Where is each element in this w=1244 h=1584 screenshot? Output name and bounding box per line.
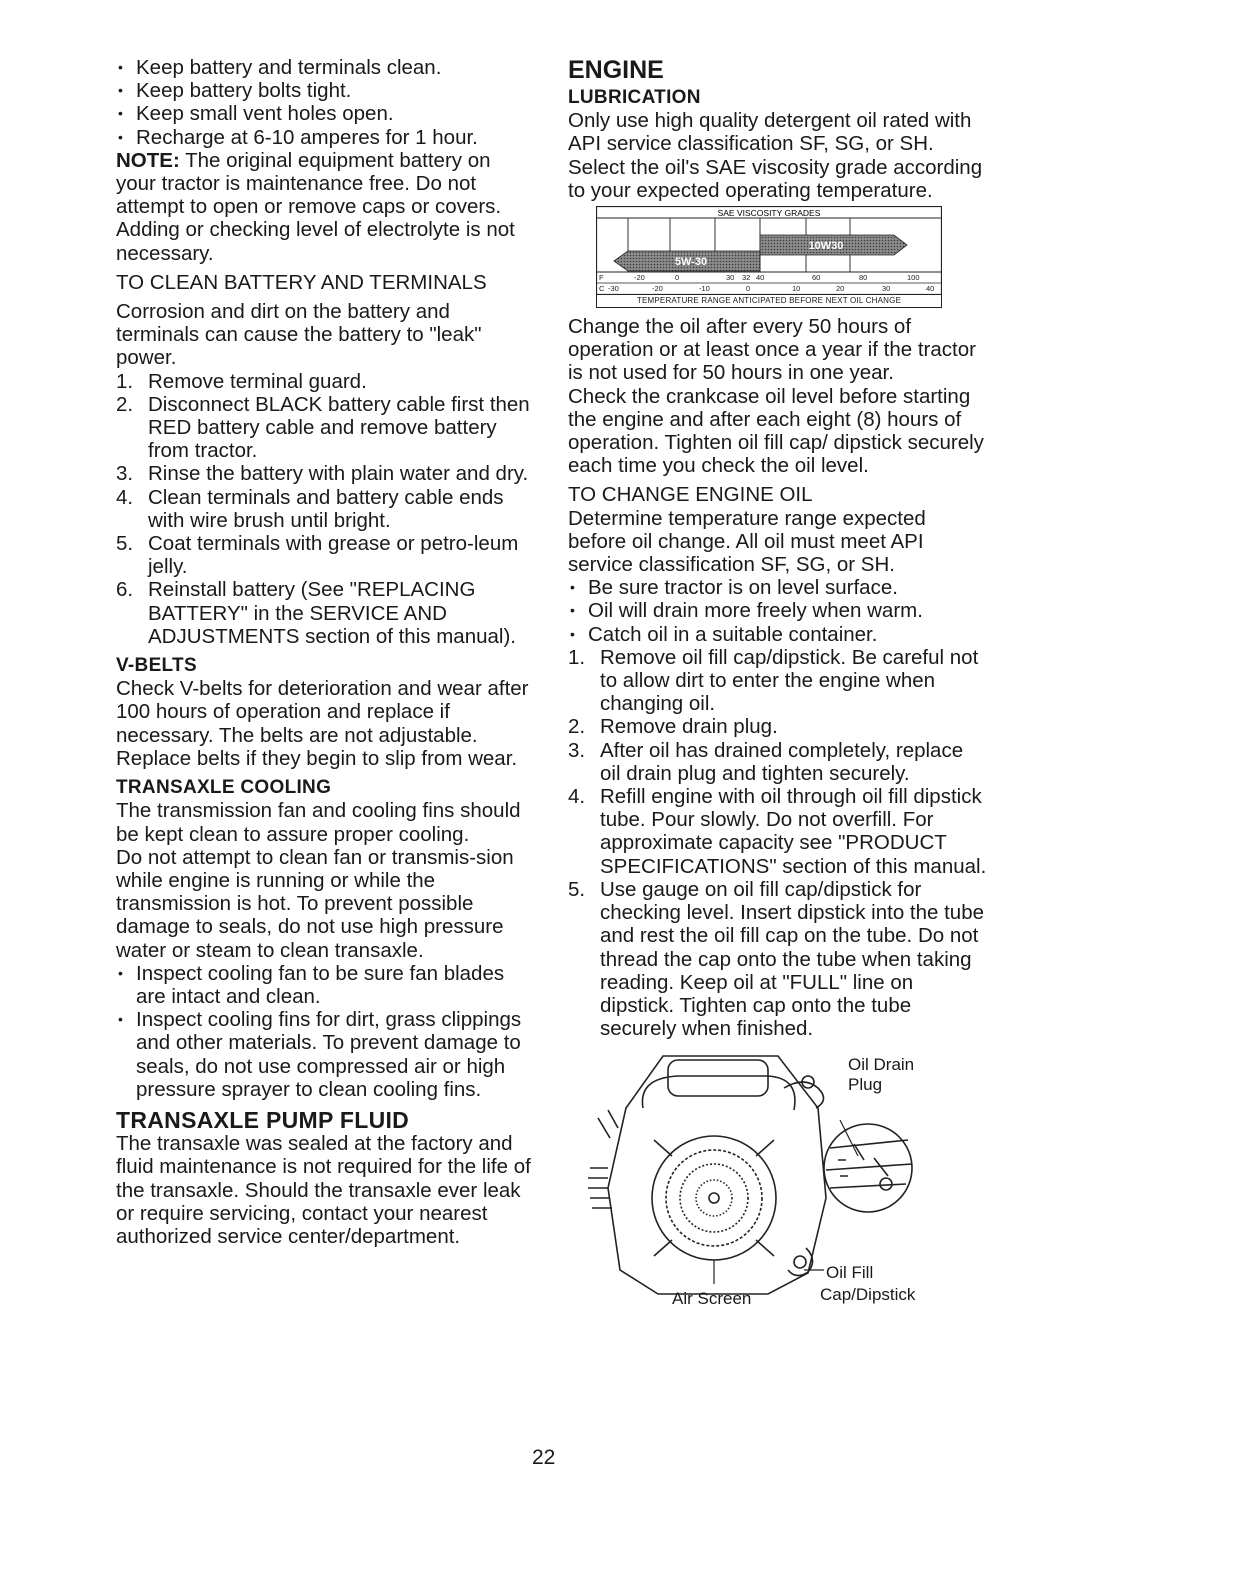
battery-bullet-list <box>116 56 534 149</box>
step-number: 4. <box>568 785 586 809</box>
celsius-scale <box>599 284 934 293</box>
f-tick: -20 <box>634 273 645 283</box>
list-item: • Be sure tractor is on level surface. <box>568 576 988 599</box>
step-number: 4. <box>116 485 134 509</box>
f-label: F <box>599 273 604 283</box>
viscosity-chart-graphic <box>596 206 942 295</box>
step-text: Disconnect BLACK battery cable first then RED battery cable and remove battery from tractor. <box>148 392 530 463</box>
oil-drain-label-line1: Oil Drain <box>848 1055 915 1075</box>
vbelts-text: Check V-belts for deterioration and wear after 100 hours of operation and replace if necessary. The belts are not adjustable. Replace belts if they begin to slip from wear. <box>116 677 529 770</box>
f-tick: 40 <box>756 273 765 283</box>
page-number: 22 <box>532 1446 556 1469</box>
change-oil-heading: TO CHANGE ENGINE OIL <box>568 483 813 507</box>
c-tick: 40 <box>926 284 935 294</box>
right-column <box>568 56 988 1328</box>
step-number: 3. <box>116 462 134 486</box>
vbelts-heading: V-BELTS <box>116 655 197 677</box>
list-item <box>568 646 988 716</box>
transaxle-pump-fluid-heading: TRANSAXLE PUMP FLUID <box>116 1106 410 1133</box>
list-item <box>116 532 534 578</box>
list-item: • Recharge at 6-10 amperes for 1 hour. <box>116 126 534 149</box>
step-number: 5. <box>116 532 134 556</box>
lubrication-text: Only use high quality detergent oil rated with API service classification SF, SG, or SH. Select the oil's SAE viscosity grade according to your expected operating temperature. <box>568 109 983 202</box>
c-tick: -10 <box>699 284 710 294</box>
c-tick: 20 <box>836 284 845 294</box>
change-oil-intro: Determine temperature range expected before oil change. All oil must meet API service classification SF, SG, or SH. <box>568 506 926 577</box>
c-tick: 30 <box>882 284 891 294</box>
chart-title: SAE VISCOSITY GRADES <box>717 208 821 219</box>
change-oil-steps <box>568 646 988 1040</box>
clean-battery-heading: TO CLEAN BATTERY AND TERMINALS <box>116 270 487 294</box>
step-text: Remove drain plug. <box>600 715 778 739</box>
fahrenheit-scale <box>599 273 920 282</box>
oil-fill-label-line2: Cap/Dipstick <box>820 1285 916 1305</box>
list-item: • Keep battery and terminals clean. <box>116 56 534 79</box>
step-number: 1. <box>568 645 586 669</box>
cooling-paragraph-1: The transmission fan and cooling fins should be kept clean to assure proper cooling. <box>116 799 521 846</box>
list-item <box>568 785 988 878</box>
clean-battery-intro: Corrosion and dirt on the battery and terminals can cause the battery to "leak" power. <box>116 300 482 370</box>
step-text: After oil has drained completely, replace oil drain plug and tighten securely. <box>600 738 964 785</box>
c-label: C <box>599 284 605 294</box>
engine-heading: ENGINE <box>568 56 664 84</box>
list-item: • Keep small vent holes open. <box>116 102 534 125</box>
step-text: Remove terminal guard. <box>148 369 367 393</box>
note-label: NOTE: <box>116 148 180 172</box>
list-item: • Keep battery bolts tight. <box>116 79 534 102</box>
list-item <box>568 878 988 1040</box>
oil-fill-label-line1: Oil Fill <box>826 1263 874 1283</box>
list-item <box>116 370 534 393</box>
list-item: • Inspect cooling fins for dirt, grass clippings and other materials. To prevent damage to seals, do not use compressed air or high pressure sprayer to clean cooling fins. <box>116 1008 534 1101</box>
list-item <box>116 462 534 485</box>
grade-label-10w30: 10W30 <box>808 240 844 253</box>
step-text: Clean terminals and battery cable ends with wire brush until bright. <box>148 485 504 532</box>
f-tick: 32 <box>742 273 751 283</box>
clean-battery-steps <box>116 370 534 648</box>
list-item: • Catch oil in a suitable container. <box>568 623 988 646</box>
f-tick: 0 <box>675 273 680 283</box>
f-tick: 80 <box>859 273 868 283</box>
step-text: Coat terminals with grease or petro-leum jelly. <box>148 532 519 579</box>
step-text: Remove oil fill cap/dipstick. Be careful not to allow dirt to enter the engine when changing oil. <box>600 645 979 716</box>
grade-label-5w30: 5W-30 <box>674 256 708 269</box>
left-column <box>116 56 534 1248</box>
pump-fluid-text: The transaxle was sealed at the factory and fluid maintenance is not required for the life of the transaxle. Should the transaxle ever leak or require servicing, contact your nearest authorized service center/department. <box>116 1132 531 1248</box>
f-tick: 60 <box>812 273 821 283</box>
engine-figure <box>568 1048 988 1328</box>
list-item: • Oil will drain more freely when warm. <box>568 599 988 622</box>
chart-footer-caption: TEMPERATURE RANGE ANTICIPATED BEFORE NEXT OIL CHANGE <box>596 295 942 308</box>
step-text: Rinse the battery with plain water and dry. <box>148 462 529 486</box>
step-number: 1. <box>116 369 134 393</box>
c-tick: 0 <box>746 284 751 294</box>
c-tick: -20 <box>652 284 663 294</box>
oil-change-interval-text: Change the oil after every 50 hours of operation or at least once a year if the tractor is not used for 50 hours in one year. <box>568 315 976 385</box>
list-item <box>568 739 988 785</box>
c-tick: 10 <box>792 284 801 294</box>
step-number: 5. <box>568 877 586 901</box>
viscosity-chart <box>596 206 942 306</box>
oil-drain-label-line2: Plug <box>848 1075 883 1095</box>
f-tick: 30 <box>726 273 735 283</box>
list-item <box>116 393 534 463</box>
step-text: Use gauge on oil fill cap/dipstick for checking level. Insert dipstick into the tube and rest the oil fill cap on the tube. Do not thread the cap onto the tube when taking reading. Keep oil at "FULL" line on dipstick. Tighten cap onto the tube securely when finished. <box>600 877 985 1041</box>
f-tick: 100 <box>907 273 920 283</box>
step-number: 2. <box>116 392 134 416</box>
list-item <box>116 486 534 532</box>
lubrication-heading: LUBRICATION <box>568 87 701 108</box>
step-number: 6. <box>116 578 134 602</box>
change-oil-bullet-list <box>568 576 988 646</box>
step-text: Reinstall battery (See "REPLACING BATTERY" in the SERVICE AND ADJUSTMENTS section of this manual). <box>148 578 516 648</box>
list-item <box>568 715 988 738</box>
crankcase-check-text: Check the crankcase oil level before starting the engine and after each eight (8) hours of operation. Tighten oil fill cap/ dipstick securely each time you check the oil level. <box>568 384 984 478</box>
note-text: The original equipment battery on your tractor is maintenance free. Do not attempt to open or remove caps or covers. Adding or checking level of electrolyte is not necessary. <box>116 148 515 265</box>
step-text: Refill engine with oil through oil fill dipstick tube. Pour slowly. Do not overfill. For approximate capacity see "PRODUCT SPECIFICATIONS" section of this manual. <box>600 785 987 878</box>
air-screen-label: Air Screen <box>672 1289 752 1309</box>
engine-illustration <box>568 1048 988 1328</box>
transaxle-cooling-heading: TRANSAXLE COOLING <box>116 777 332 799</box>
list-item: • Inspect cooling fan to be sure fan blades are intact and clean. <box>116 962 534 1008</box>
list-item <box>116 578 534 648</box>
battery-note <box>116 149 534 265</box>
step-number: 2. <box>568 715 586 739</box>
cooling-paragraph-2: Do not attempt to clean fan or transmis-sion while engine is running or while the transmission is hot. To prevent possible damage to seals, do not use high pressure water or steam to clean transaxle. <box>116 845 514 962</box>
step-number: 3. <box>568 738 586 762</box>
cooling-bullet-list <box>116 962 534 1101</box>
c-tick: -30 <box>608 284 619 294</box>
